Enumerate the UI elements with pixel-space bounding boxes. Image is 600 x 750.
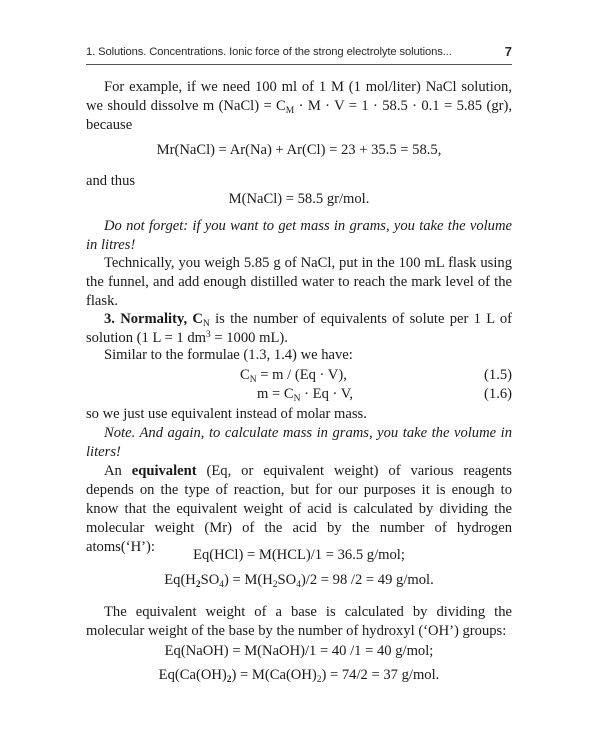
caoh-s1: 2: [226, 675, 232, 685]
equation-caoh2: [86, 666, 512, 685]
note-grams-litres: Do not forget: if you want to get mass in grams, you take the volume in litres!: [86, 218, 512, 253]
normality-symbol-sub: N: [202, 319, 210, 329]
example-line-1: For example, if we need 100 ml of 1 M (1 mol/liter) NaCl solution,: [104, 79, 512, 95]
normality-sup: 3: [205, 330, 211, 340]
and-thus-text: and thus: [86, 173, 136, 189]
normality-text-b: = 1000 mL).: [210, 330, 288, 346]
h2so4-s4: 4: [296, 580, 301, 590]
equation-1-5: [240, 366, 347, 385]
example-line-3: because: [86, 117, 133, 133]
example-line-2: [86, 97, 512, 116]
normality-symbol: C: [192, 311, 203, 327]
equivalent-bold: equivalent: [131, 463, 197, 479]
eq15-a: C: [240, 367, 250, 383]
eq16-b: · Eq · V,: [300, 386, 354, 402]
normality-text-a: is the number of equivalents of solute per 1 L of solution (1 L = 1 dm: [86, 311, 512, 346]
equation-mr-nacl: Mr(NaCl) = Ar(Na) + Ar(Cl) = 23 + 35.5 = 58.5,: [156, 142, 442, 158]
similar-text: Similar to the formulae (1.3, 1.4) we have:: [104, 347, 353, 363]
paragraph-base: The equivalent weight of a base is calculated by dividing the molecular weight of the base by the number of hydroxyl (‘OH’) groups:: [86, 604, 512, 639]
h2so4-a: Eq(H: [164, 572, 196, 588]
eq15-b: = m / (Eq · V),: [256, 367, 347, 383]
header-title: 1. Solutions. Concentrations. Ionic force of the strong electrolyte solutions...: [86, 46, 452, 58]
caoh-b: ) = M(Ca(OH): [231, 667, 317, 683]
equivalent-a: An: [104, 463, 132, 479]
page-number: 7: [504, 44, 512, 59]
normality-heading: 3. Normality,: [104, 311, 188, 327]
example-sub-m: M: [285, 106, 295, 116]
caoh-c: ) = 74/2 = 37 g/mol.: [321, 667, 440, 683]
h2so4-e: )/2 = 98 /2 = 49 g/mol.: [300, 572, 434, 588]
h2so4-s1: 2: [195, 580, 201, 590]
equation-number-1-6: (1.6): [484, 386, 512, 402]
h2so4-c: ) = M(H: [224, 572, 273, 588]
equivalent-b: (Eq, or equivalent weight) of various reagents depends on the type of reaction, but for our purposes it is enough to know that the equivalent weight of acid is calculated by dividing the molecular weight (Mr) of the acid by the number of hydrogen atoms(‘H’):: [86, 463, 512, 555]
paragraph-example: [86, 78, 512, 135]
h2so4-s2: 4: [219, 580, 225, 590]
eq16-a: m = C: [257, 386, 294, 402]
equation-h2so4: [86, 571, 512, 590]
caoh-s2: 2: [316, 675, 322, 685]
eq16-sub: N: [293, 394, 301, 404]
header-rule: [86, 64, 512, 65]
example-line-2-a: we should dissolve m (NaCl) = C: [86, 98, 286, 114]
equation-naoh: Eq(NaOH) = M(NaOH)/1 = 40 /1 = 40 g/mol;: [164, 643, 434, 659]
caoh-a: Eq(Ca(OH): [158, 667, 227, 683]
h2so4-b: SO: [200, 572, 220, 588]
paragraph-normality: [86, 310, 512, 348]
paragraph-equivalent: [86, 462, 512, 557]
example-line-2-b: · M · V = 1 · 58.5 · 0.1 = 5.85 (gr),: [294, 98, 512, 114]
h2so4-s3: 2: [272, 580, 278, 590]
eq15-sub: N: [249, 375, 257, 385]
h2so4-d: SO: [277, 572, 297, 588]
so-we-text: so we just use equivalent instead of molar mass.: [86, 406, 367, 422]
note-liters: Note. And again, to calculate mass in grams, you take the volume in liters!: [86, 425, 512, 460]
equation-number-1-5: (1.5): [484, 367, 512, 383]
paragraph-technically: Technically, you weigh 5.85 g of NaCl, put in the 100 mL flask using the funnel, and add enough distilled water to reach the mark level of the flask.: [86, 255, 512, 309]
equation-molar-mass: M(NaCl) = 58.5 gr/mol.: [228, 191, 370, 207]
equation-1-6: [257, 385, 353, 404]
running-header: [86, 44, 512, 62]
equation-hcl: Eq(HCl) = M(HCL)/1 = 36.5 g/mol;: [193, 547, 405, 563]
